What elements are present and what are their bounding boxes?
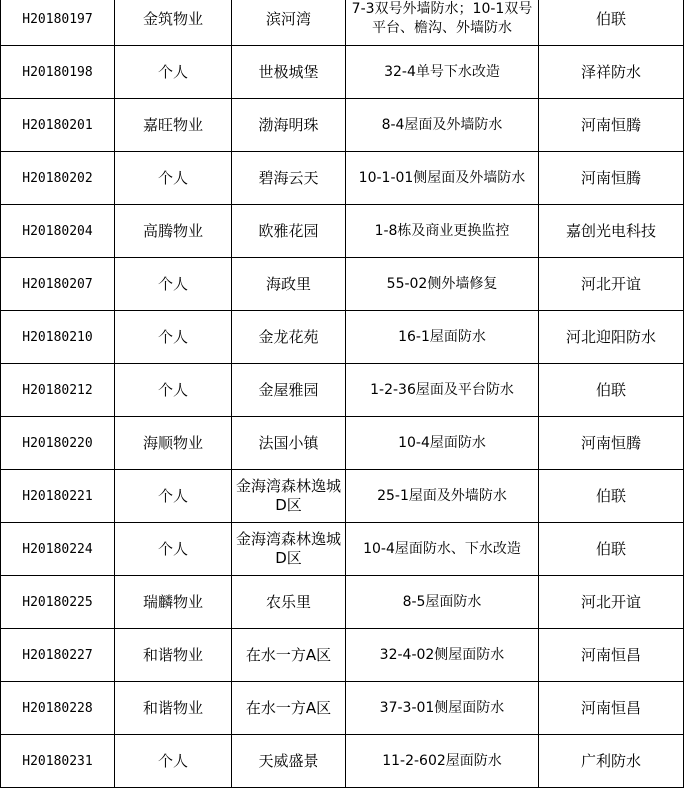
project-cell: 1-2-36屋面及平台防水 [346, 364, 539, 417]
project-cell: 16-1屋面防水 [346, 311, 539, 364]
community-cell: 金海湾森林逸城D区 [232, 523, 346, 576]
record-id-cell: H20180220 [1, 417, 115, 470]
table-row [1, 417, 684, 470]
record-id-cell: H20180221 [1, 470, 115, 523]
community-cell: 欧雅花园 [232, 205, 346, 258]
owner-cell: 个人 [115, 152, 232, 205]
table-row [1, 258, 684, 311]
record-id-cell: H20180207 [1, 258, 115, 311]
contractor-cell: 河南恒腾 [539, 152, 684, 205]
owner-cell: 嘉旺物业 [115, 99, 232, 152]
owner-cell: 高腾物业 [115, 205, 232, 258]
project-cell: 11-2-602屋面防水 [346, 735, 539, 788]
project-cell: 32-4单号下水改造 [346, 46, 539, 99]
record-id-cell: H20180231 [1, 735, 115, 788]
record-id-cell: H20180197 [1, 0, 115, 46]
owner-cell: 个人 [115, 470, 232, 523]
record-id-cell: H20180198 [1, 46, 115, 99]
project-cell: 55-02侧外墙修复 [346, 258, 539, 311]
record-id-cell: H20180210 [1, 311, 115, 364]
community-cell: 滨河湾 [232, 0, 346, 46]
table-row [1, 576, 684, 629]
community-cell: 金龙花苑 [232, 311, 346, 364]
community-cell: 世极城堡 [232, 46, 346, 99]
contractor-cell: 广利防水 [539, 735, 684, 788]
contractor-cell: 嘉创光电科技 [539, 205, 684, 258]
contractor-cell: 伯联 [539, 0, 684, 46]
record-id-cell: H20180202 [1, 152, 115, 205]
contractor-cell: 河北开谊 [539, 258, 684, 311]
project-cell: 25-1屋面及外墙防水 [346, 470, 539, 523]
community-cell: 在水一方A区 [232, 682, 346, 735]
table-row [1, 470, 684, 523]
community-cell: 海政里 [232, 258, 346, 311]
contractor-cell: 伯联 [539, 364, 684, 417]
community-cell: 在水一方A区 [232, 629, 346, 682]
community-cell: 渤海明珠 [232, 99, 346, 152]
project-cell: 1-8栋及商业更换监控 [346, 205, 539, 258]
table-row [1, 629, 684, 682]
table-row [1, 99, 684, 152]
owner-cell: 瑞麟物业 [115, 576, 232, 629]
table-row [1, 0, 684, 46]
owner-cell: 和谐物业 [115, 629, 232, 682]
record-id-cell: H20180225 [1, 576, 115, 629]
owner-cell: 个人 [115, 258, 232, 311]
table-row [1, 205, 684, 258]
contractor-cell: 伯联 [539, 470, 684, 523]
table-row [1, 364, 684, 417]
community-cell: 法国小镇 [232, 417, 346, 470]
owner-cell: 个人 [115, 735, 232, 788]
community-cell: 碧海云天 [232, 152, 346, 205]
owner-cell: 个人 [115, 523, 232, 576]
owner-cell: 和谐物业 [115, 682, 232, 735]
owner-cell: 个人 [115, 46, 232, 99]
record-id-cell: H20180201 [1, 99, 115, 152]
record-id-cell: H20180212 [1, 364, 115, 417]
project-cell: 7-3双号外墙防水；10-1双号平台、檐沟、外墙防水 [346, 0, 539, 46]
project-cell: 8-4屋面及外墙防水 [346, 99, 539, 152]
owner-cell: 金筑物业 [115, 0, 232, 46]
community-cell: 天威盛景 [232, 735, 346, 788]
owner-cell: 个人 [115, 364, 232, 417]
contractor-cell: 河南恒腾 [539, 99, 684, 152]
project-cell: 37-3-01侧屋面防水 [346, 682, 539, 735]
record-id-cell: H20180227 [1, 629, 115, 682]
contractor-cell: 泽祥防水 [539, 46, 684, 99]
project-cell: 10-4屋面防水、下水改造 [346, 523, 539, 576]
table-row [1, 46, 684, 99]
contractor-cell: 河南恒昌 [539, 629, 684, 682]
record-id-cell: H20180228 [1, 682, 115, 735]
record-id-cell: H20180224 [1, 523, 115, 576]
records-table-body [1, 0, 684, 788]
table-row [1, 682, 684, 735]
project-cell: 32-4-02侧屋面防水 [346, 629, 539, 682]
owner-cell: 海顺物业 [115, 417, 232, 470]
table-row [1, 152, 684, 205]
contractor-cell: 河南恒昌 [539, 682, 684, 735]
project-cell: 10-1-01侧屋面及外墙防水 [346, 152, 539, 205]
contractor-cell: 河北开谊 [539, 576, 684, 629]
table-row [1, 523, 684, 576]
contractor-cell: 河南恒腾 [539, 417, 684, 470]
contractor-cell: 河北迎阳防水 [539, 311, 684, 364]
record-id-cell: H20180204 [1, 205, 115, 258]
table-row [1, 735, 684, 788]
community-cell: 农乐里 [232, 576, 346, 629]
community-cell: 金海湾森林逸城D区 [232, 470, 346, 523]
community-cell: 金屋雅园 [232, 364, 346, 417]
owner-cell: 个人 [115, 311, 232, 364]
project-cell: 8-5屋面防水 [346, 576, 539, 629]
contractor-cell: 伯联 [539, 523, 684, 576]
project-cell: 10-4屋面防水 [346, 417, 539, 470]
table-row [1, 311, 684, 364]
